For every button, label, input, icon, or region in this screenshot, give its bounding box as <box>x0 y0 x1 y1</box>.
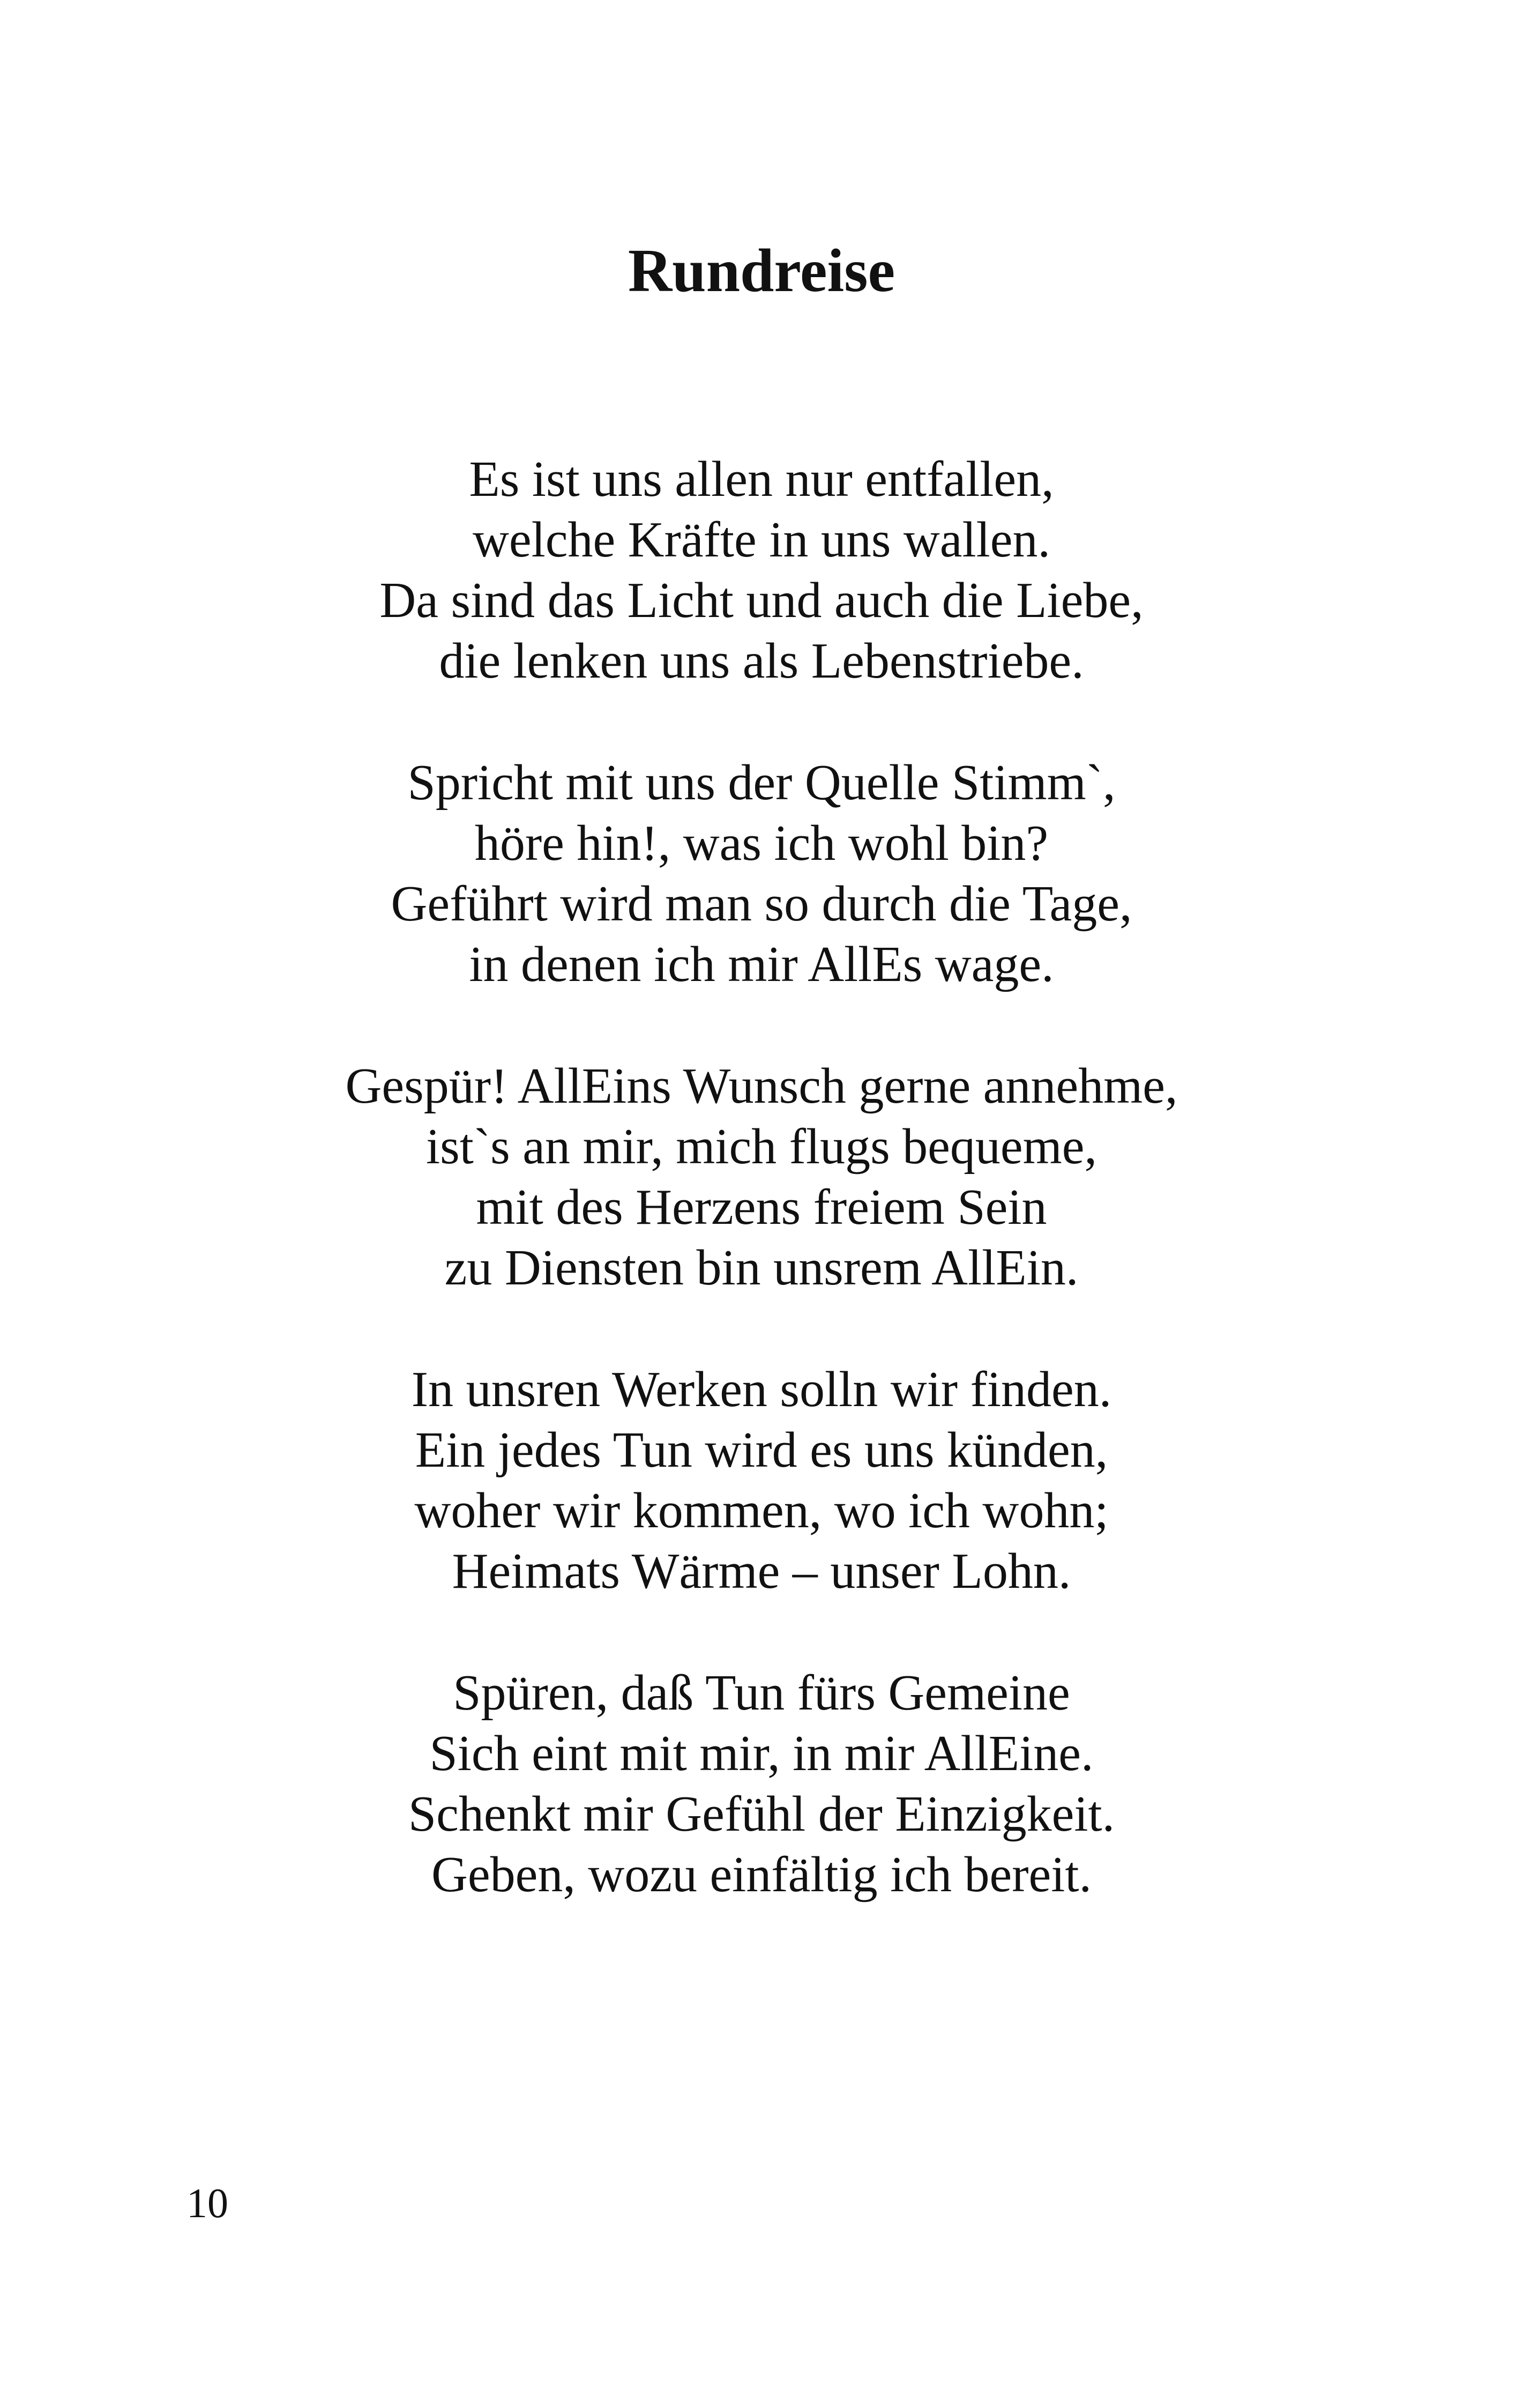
verse-line: In unsren Werken solln wir finden. <box>411 1362 1112 1417</box>
verse-line: zu Diensten bin unsrem AllEin. <box>444 1240 1079 1296</box>
stanza <box>0 1663 1523 1905</box>
verse-line: welche Kräfte in uns wallen. <box>473 512 1050 568</box>
verse-line: Es ist uns allen nur entfallen, <box>469 451 1054 507</box>
verse-line: höre hin!, was ich wohl bin? <box>474 815 1049 871</box>
verse-line: woher wir kommen, wo ich wohn; <box>414 1483 1109 1539</box>
stanza <box>0 753 1523 995</box>
verse-line: Da sind das Licht und auch die Liebe, <box>379 573 1144 628</box>
verse-line: Geführt wird man so durch die Tage, <box>391 876 1132 932</box>
verse-line: Spüren, daß Tun fürs Gemeine <box>453 1665 1070 1721</box>
verse-line: Schenkt mir Gefühl der Einzigkeit. <box>408 1786 1115 1842</box>
verse-line: Geben, wozu einfältig ich bereit. <box>431 1847 1092 1902</box>
verse-line: Sich eint mit mir, in mir AllEine. <box>429 1726 1094 1781</box>
verse-line: ist`s an mir, mich flugs bequeme, <box>426 1119 1097 1175</box>
verse-line: Heimats Wärme – unser Lohn. <box>452 1543 1071 1599</box>
verse-line: die lenken uns als Lebenstriebe. <box>439 633 1084 689</box>
page-number: 10 <box>186 2180 228 2226</box>
stanza <box>0 1056 1523 1298</box>
verse-line: Gespür! AllEins Wunsch gerne annehme, <box>345 1058 1178 1114</box>
verse-line: in denen ich mir AllEs wage. <box>469 937 1054 992</box>
poem-body <box>0 449 1523 1966</box>
stanza <box>0 1359 1523 1602</box>
verse-line: Spricht mit uns der Quelle Stimm`, <box>407 755 1116 811</box>
verse-line: Ein jedes Tun wird es uns künden, <box>415 1422 1108 1478</box>
stanza <box>0 449 1523 692</box>
poem-title: Rundreise <box>628 236 895 304</box>
verse-line: mit des Herzens freiem Sein <box>476 1179 1047 1235</box>
